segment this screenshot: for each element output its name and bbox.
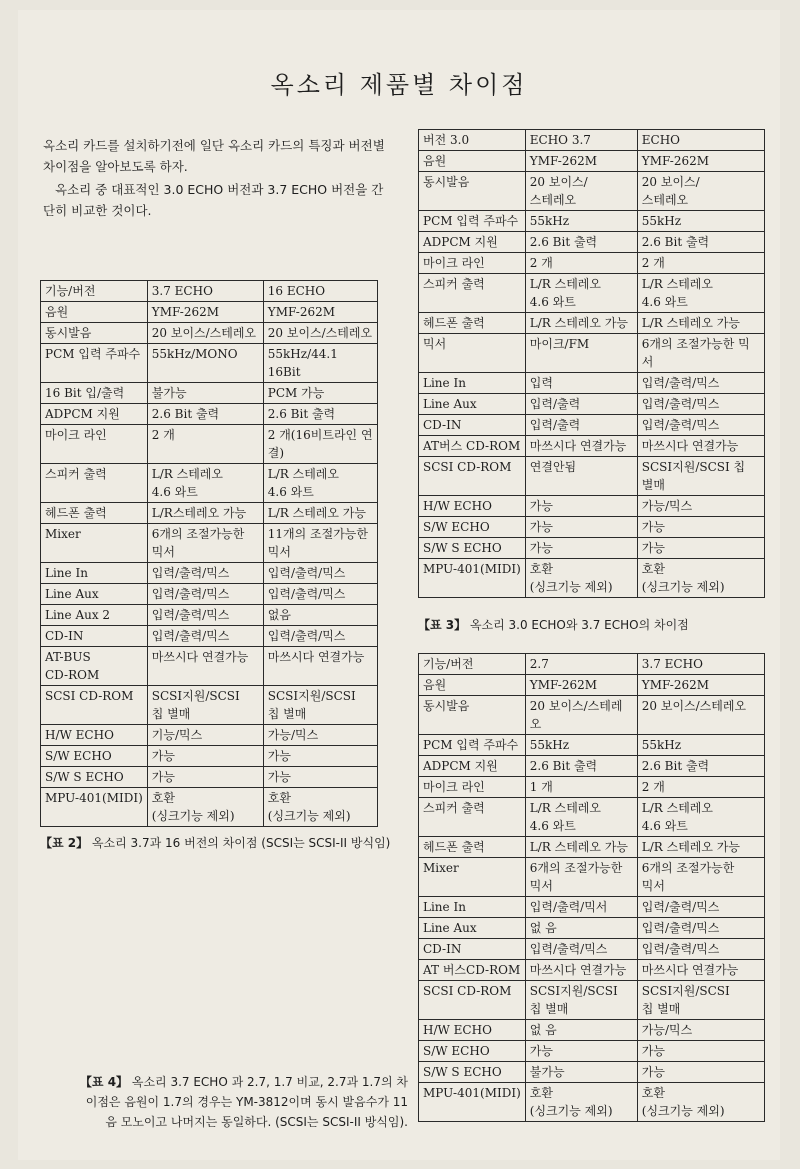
table-row	[419, 415, 765, 436]
value-cell: L/R 스테레오 4.6 와트	[637, 798, 764, 837]
value-cell: 입력/출력	[525, 415, 637, 436]
feature-cell: ADPCM 지원	[419, 232, 526, 253]
value-cell: 20 보이스/스테레오	[525, 696, 637, 735]
feature-cell: ADPCM 지원	[41, 404, 148, 425]
table-row	[419, 172, 765, 211]
column-header: 기능/버전	[419, 654, 526, 675]
feature-cell: Line Aux 2	[41, 605, 148, 626]
value-cell: 입력/출력/믹스	[263, 584, 377, 605]
feature-cell: H/W ECHO	[41, 725, 148, 746]
value-cell: 가능	[637, 517, 764, 538]
feature-cell: S/W ECHO	[419, 517, 526, 538]
feature-cell: MPU-401(MIDI)	[41, 788, 148, 827]
table-row	[419, 559, 765, 598]
caption-text: 옥소리 3.7 ECHO 과 2.7, 1.7 비교, 2.7과 1.7의 차이점은 음원이 1.7의 경우는 YM-3812이며 동시 발음수가 11음 모노이고 나머지는 동일하다. (SCSI는 SCSI-II 방식임).	[85, 1075, 408, 1129]
table-row	[41, 788, 378, 827]
caption-tag: 【표 4】	[79, 1075, 129, 1089]
table-row	[41, 725, 378, 746]
spec-table-4	[418, 653, 765, 1122]
feature-cell: 헤드폰 출력	[419, 837, 526, 858]
value-cell: YMF-262M	[637, 675, 764, 696]
value-cell: L/R 스테레오 4.6 와트	[637, 274, 764, 313]
value-cell: 마쓰시다 연결가능	[525, 436, 637, 457]
feature-cell: S/W S ECHO	[41, 767, 148, 788]
value-cell: 입력/출력/믹스	[637, 415, 764, 436]
value-cell: 2 개(16비트라인 연결)	[263, 425, 377, 464]
feature-cell: S/W ECHO	[41, 746, 148, 767]
value-cell: SCSI지원/SCSI 칩 별매	[147, 686, 263, 725]
feature-cell: 음원	[41, 302, 148, 323]
table-row	[41, 605, 378, 626]
value-cell: SCSI지원/SCSI 칩 별매	[637, 981, 764, 1020]
feature-cell: 헤드폰 출력	[41, 503, 148, 524]
value-cell: 2.6 Bit 출력	[525, 756, 637, 777]
feature-cell: Mixer	[419, 858, 526, 897]
feature-cell: ADPCM 지원	[419, 756, 526, 777]
value-cell: 55kHz	[637, 211, 764, 232]
table-row	[419, 696, 765, 735]
value-cell: 2.6 Bit 출력	[525, 232, 637, 253]
table-row	[419, 675, 765, 696]
table-row	[419, 538, 765, 559]
value-cell: 가능	[525, 517, 637, 538]
table-row	[419, 981, 765, 1020]
value-cell: PCM 가능	[263, 383, 377, 404]
feature-cell: SCSI CD-ROM	[419, 981, 526, 1020]
value-cell: L/R 스테레오 가능	[525, 837, 637, 858]
value-cell: SCSI지원/SCSI 칩 별매	[637, 457, 764, 496]
value-cell: L/R 스테레오 4.6 와트	[525, 274, 637, 313]
value-cell: 가능	[263, 746, 377, 767]
feature-cell: 마이크 라인	[41, 425, 148, 464]
value-cell: 마쓰시다 연결가능	[637, 960, 764, 981]
feature-cell: H/W ECHO	[419, 1020, 526, 1041]
value-cell: 호환 (싱크기능 제외)	[147, 788, 263, 827]
value-cell: 6개의 조절가능한 믹서	[637, 334, 764, 373]
feature-cell: 스피커 출력	[419, 798, 526, 837]
value-cell: 20 보이스/ 스테레오	[637, 172, 764, 211]
feature-cell: CD-IN	[419, 415, 526, 436]
table-row	[41, 464, 378, 503]
table-row	[419, 373, 765, 394]
feature-cell: 동시발음	[419, 696, 526, 735]
feature-cell: 동시발음	[419, 172, 526, 211]
value-cell: L/R 스테레오 가능	[525, 313, 637, 334]
feature-cell: Line In	[419, 897, 526, 918]
feature-cell: CD-IN	[41, 626, 148, 647]
feature-cell: AT버스 CD-ROM	[419, 436, 526, 457]
value-cell: L/R 스테레오 4.6 와트	[263, 464, 377, 503]
table-row	[419, 211, 765, 232]
table-header-row	[419, 654, 765, 675]
table-row	[41, 626, 378, 647]
feature-cell: 믹서	[419, 334, 526, 373]
value-cell: 입력/출력/믹스	[263, 626, 377, 647]
value-cell: 마이크/FM	[525, 334, 637, 373]
column-header: 기능/버전	[41, 281, 148, 302]
value-cell: 2 개	[525, 253, 637, 274]
value-cell: 마쓰시다 연결가능	[147, 647, 263, 686]
value-cell: 2 개	[147, 425, 263, 464]
value-cell: 11개의 조절가능한 믹서	[263, 524, 377, 563]
value-cell: YMF-262M	[147, 302, 263, 323]
value-cell: SCSI지원/SCSI 칩 별매	[263, 686, 377, 725]
table-row	[41, 746, 378, 767]
value-cell: 입력/출력	[525, 394, 637, 415]
value-cell: 입력/출력/믹스	[263, 563, 377, 584]
value-cell: 2.6 Bit 출력	[637, 232, 764, 253]
table-row	[419, 1041, 765, 1062]
feature-cell: 16 Bit 입/출력	[41, 383, 148, 404]
value-cell: 가능/믹스	[637, 496, 764, 517]
table-row	[419, 1062, 765, 1083]
table-row	[419, 436, 765, 457]
value-cell: 호환 (싱크기능 제외)	[525, 559, 637, 598]
value-cell: 입력/출력/믹스	[637, 897, 764, 918]
table-row	[41, 686, 378, 725]
table-row	[419, 798, 765, 837]
feature-cell: S/W S ECHO	[419, 538, 526, 559]
value-cell: 2 개	[637, 777, 764, 798]
table-row	[41, 524, 378, 563]
value-cell: 55kHz/MONO	[147, 344, 263, 383]
value-cell: 55kHz	[525, 211, 637, 232]
table-row	[41, 767, 378, 788]
value-cell: 55kHz/44.1 16Bit	[263, 344, 377, 383]
feature-cell: CD-IN	[419, 939, 526, 960]
feature-cell: 음원	[419, 151, 526, 172]
table-header-row	[419, 130, 765, 151]
table-row	[419, 960, 765, 981]
table-row	[419, 517, 765, 538]
value-cell: 입력/출력/믹스	[637, 394, 764, 415]
table-header-row	[41, 281, 378, 302]
value-cell: L/R스테레오 가능	[147, 503, 263, 524]
spec-table-3	[418, 129, 765, 598]
table-row	[419, 151, 765, 172]
table-row	[419, 232, 765, 253]
value-cell: 불가능	[147, 383, 263, 404]
column-header: 3.7 ECHO	[637, 654, 764, 675]
value-cell: 입력	[525, 373, 637, 394]
value-cell: 가능	[637, 1041, 764, 1062]
table-row	[41, 503, 378, 524]
table-row	[419, 735, 765, 756]
value-cell: 입력/출력/믹스	[637, 373, 764, 394]
value-cell: 호환 (싱크기능 제외)	[637, 559, 764, 598]
value-cell: 55kHz	[525, 735, 637, 756]
value-cell: 가능	[637, 538, 764, 559]
feature-cell: Line Aux	[419, 918, 526, 939]
value-cell: L/R 스테레오 가능	[637, 313, 764, 334]
table-row	[41, 344, 378, 383]
table-row	[41, 323, 378, 344]
feature-cell: Line In	[41, 563, 148, 584]
value-cell: YMF-262M	[637, 151, 764, 172]
intro-text	[43, 135, 393, 223]
column-header: 2.7	[525, 654, 637, 675]
value-cell: L/R 스테레오 4.6 와트	[525, 798, 637, 837]
value-cell: 6개의 조절가능한 믹서	[637, 858, 764, 897]
value-cell: YMF-262M	[525, 151, 637, 172]
feature-cell: AT-BUS CD-ROM	[41, 647, 148, 686]
value-cell: 1 개	[525, 777, 637, 798]
feature-cell: S/W ECHO	[419, 1041, 526, 1062]
caption-tag: 【표 2】	[40, 836, 89, 850]
value-cell: 입력/출력/믹스	[147, 584, 263, 605]
value-cell: 가능/믹스	[263, 725, 377, 746]
value-cell: 20 보이스/ 스테레오	[525, 172, 637, 211]
feature-cell: Mixer	[41, 524, 148, 563]
value-cell: 2.6 Bit 출력	[263, 404, 377, 425]
value-cell: 없 음	[525, 918, 637, 939]
value-cell: 입력/출력/믹서	[525, 897, 637, 918]
feature-cell: SCSI CD-ROM	[419, 457, 526, 496]
table-row	[419, 334, 765, 373]
table-row	[419, 756, 765, 777]
table-row	[419, 837, 765, 858]
feature-cell: 음원	[419, 675, 526, 696]
table-row	[419, 777, 765, 798]
value-cell: 입력/출력/믹스	[525, 939, 637, 960]
table-row	[41, 647, 378, 686]
value-cell: 불가능	[525, 1062, 637, 1083]
feature-cell: MPU-401(MIDI)	[419, 559, 526, 598]
caption-tag: 【표 3】	[418, 618, 467, 632]
feature-cell: 동시발음	[41, 323, 148, 344]
feature-cell: AT 버스CD-ROM	[419, 960, 526, 981]
value-cell: 없 음	[525, 1020, 637, 1041]
value-cell: L/R 스테레오 가능	[263, 503, 377, 524]
value-cell: 가능	[147, 767, 263, 788]
value-cell: 20 보이스/스테레오	[263, 323, 377, 344]
value-cell: 가능	[263, 767, 377, 788]
feature-cell: MPU-401(MIDI)	[419, 1083, 526, 1122]
value-cell: 2.6 Bit 출력	[637, 756, 764, 777]
value-cell: 입력/출력/믹스	[147, 626, 263, 647]
table-row	[419, 253, 765, 274]
intro-paragraph: 옥소리 중 대표적인 3.0 ECHO 버전과 3.7 ECHO 버전을 간단히 비교한 것이다.	[43, 182, 384, 218]
value-cell: 입력/출력/믹스	[637, 918, 764, 939]
value-cell: 마쓰시다 연결가능	[525, 960, 637, 981]
value-cell: 가능/믹스	[637, 1020, 764, 1041]
table-row	[419, 274, 765, 313]
value-cell: L/R 스테레오 4.6 와트	[147, 464, 263, 503]
table-row	[419, 457, 765, 496]
value-cell: 55kHz	[637, 735, 764, 756]
value-cell: 가능	[147, 746, 263, 767]
feature-cell: Line Aux	[419, 394, 526, 415]
value-cell: 가능	[525, 1041, 637, 1062]
value-cell: 기능/믹스	[147, 725, 263, 746]
value-cell: L/R 스테레오 가능	[637, 837, 764, 858]
column-header: ECHO 3.7	[525, 130, 637, 151]
value-cell: 20 보이스/스테레오	[147, 323, 263, 344]
table-row	[41, 425, 378, 464]
value-cell: 호환 (싱크기능 제외)	[525, 1083, 637, 1122]
table-row	[419, 939, 765, 960]
table-row	[419, 918, 765, 939]
table-row	[419, 1020, 765, 1041]
value-cell: 입력/출력/믹스	[637, 939, 764, 960]
table-row	[419, 897, 765, 918]
value-cell: 마쓰시다 연결가능	[637, 436, 764, 457]
table-row	[41, 404, 378, 425]
column-header: 3.7 ECHO	[147, 281, 263, 302]
table-row	[41, 584, 378, 605]
intro-paragraph: 옥소리 카드를 설치하기전에 일단 옥소리 카드의 특징과 버전별 차이점을 알아보도록 하자.	[43, 138, 385, 174]
feature-cell: PCM 입력 주파수	[41, 344, 148, 383]
feature-cell: Line Aux	[41, 584, 148, 605]
table-row	[419, 1083, 765, 1122]
feature-cell: 마이크 라인	[419, 253, 526, 274]
value-cell: 2 개	[637, 253, 764, 274]
caption-text: 옥소리 3.0 ECHO와 3.7 ECHO의 차이점	[466, 618, 689, 632]
value-cell: SCSI지원/SCSI 칩 별매	[525, 981, 637, 1020]
feature-cell: 마이크 라인	[419, 777, 526, 798]
feature-cell: H/W ECHO	[419, 496, 526, 517]
feature-cell: SCSI CD-ROM	[41, 686, 148, 725]
table-row	[41, 383, 378, 404]
table-row	[41, 302, 378, 323]
table-row	[41, 563, 378, 584]
feature-cell: Line In	[419, 373, 526, 394]
feature-cell: PCM 입력 주파수	[419, 735, 526, 756]
value-cell: 호환 (싱크기능 제외)	[263, 788, 377, 827]
value-cell: 입력/출력/믹스	[147, 563, 263, 584]
value-cell: 6개의 조절가능한 믹서	[525, 858, 637, 897]
value-cell: 20 보이스/스테레오	[637, 696, 764, 735]
column-header: ECHO	[637, 130, 764, 151]
table-2-caption	[40, 834, 400, 851]
value-cell: 가능	[525, 538, 637, 559]
table-row	[419, 858, 765, 897]
value-cell: 연결안됨	[525, 457, 637, 496]
value-cell: 호환 (싱크기능 제외)	[637, 1083, 764, 1122]
value-cell: YMF-262M	[525, 675, 637, 696]
value-cell: 가능	[637, 1062, 764, 1083]
feature-cell: S/W S ECHO	[419, 1062, 526, 1083]
column-header: 버전 3.0	[419, 130, 526, 151]
caption-text: 옥소리 3.7과 16 버전의 차이점 (SCSI는 SCSI-II 방식임)	[88, 836, 391, 850]
column-header: 16 ECHO	[263, 281, 377, 302]
feature-cell: 헤드폰 출력	[419, 313, 526, 334]
table-row	[419, 313, 765, 334]
table-4-caption	[78, 1072, 408, 1132]
value-cell: 6개의 조절가능한 믹서	[147, 524, 263, 563]
document-page	[18, 10, 780, 1160]
table-row	[419, 394, 765, 415]
feature-cell: PCM 입력 주파수	[419, 211, 526, 232]
value-cell: 마쓰시다 연결가능	[263, 647, 377, 686]
feature-cell: 스피커 출력	[419, 274, 526, 313]
table-3-caption	[418, 616, 765, 633]
feature-cell: 스피커 출력	[41, 464, 148, 503]
value-cell: 없음	[263, 605, 377, 626]
value-cell: 2.6 Bit 출력	[147, 404, 263, 425]
value-cell: YMF-262M	[263, 302, 377, 323]
value-cell: 가능	[525, 496, 637, 517]
table-row	[419, 496, 765, 517]
page-title: 옥소리 제품별 차이점	[270, 71, 528, 99]
spec-table-2	[40, 280, 378, 827]
value-cell: 입력/출력/믹스	[147, 605, 263, 626]
